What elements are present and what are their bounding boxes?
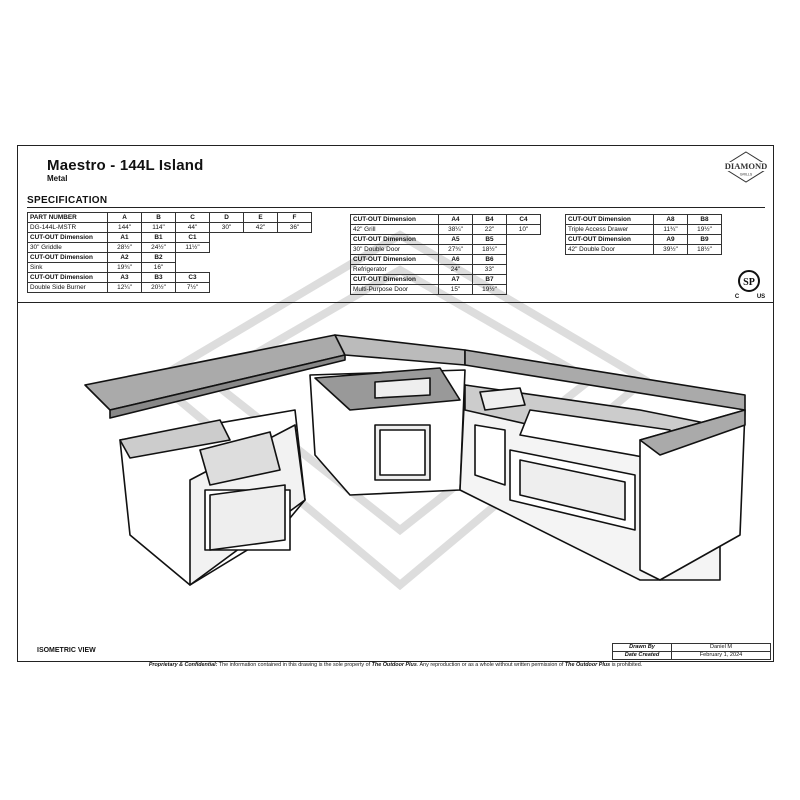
table-cell: C xyxy=(176,213,210,223)
table-cell: 7½" xyxy=(176,283,210,293)
cert-mark-text: SP xyxy=(743,277,755,288)
table-cell: A2 xyxy=(108,253,142,263)
date-created-label: Date Created xyxy=(613,652,672,660)
table-row xyxy=(351,225,541,235)
table-cell: B6 xyxy=(473,255,507,265)
table-cell: A4 xyxy=(439,215,473,225)
table-cell: F xyxy=(278,213,312,223)
table-row xyxy=(28,273,312,283)
table-cell: A5 xyxy=(439,235,473,245)
table-cell: 11½" xyxy=(176,243,210,253)
table-cell: 114" xyxy=(142,223,176,233)
table-cell: A8 xyxy=(654,215,688,225)
confidentiality-footer xyxy=(17,662,774,668)
table-cell: 15" xyxy=(439,285,473,295)
table-cell: CUT-OUT Dimension xyxy=(351,215,439,225)
table-row xyxy=(28,213,312,223)
table-row xyxy=(351,215,541,225)
spec-table-3 xyxy=(565,214,722,255)
drawing-subtitle: Metal xyxy=(47,174,68,183)
table-cell: CUT-OUT Dimension xyxy=(566,235,654,245)
table-cell: 42" Grill xyxy=(351,225,439,235)
footer-text-3: is prohibited. xyxy=(610,662,643,668)
table-cell: 144" xyxy=(108,223,142,233)
table-cell: CUT-OUT Dimension xyxy=(28,253,108,263)
table-cell: CUT-OUT Dimension xyxy=(351,275,439,285)
spec-table-2 xyxy=(350,214,541,295)
table-cell: C1 xyxy=(176,233,210,243)
table-cell: 24" xyxy=(439,265,473,275)
drawing-title: Maestro - 144L Island xyxy=(47,157,204,174)
table-row xyxy=(566,245,722,255)
specification-heading: SPECIFICATION xyxy=(27,195,108,206)
table-cell: 18½" xyxy=(688,245,722,255)
table-cell: CUT-OUT Dimension xyxy=(351,255,439,265)
table-cell: C3 xyxy=(176,273,210,283)
table-cell: 10" xyxy=(507,225,541,235)
cert-left-text: C xyxy=(734,294,740,300)
table-row xyxy=(28,223,312,233)
table-row xyxy=(28,243,312,253)
table-cell: 38¼" xyxy=(439,225,473,235)
title-block xyxy=(612,643,771,660)
island-isometric-drawing xyxy=(80,330,770,590)
table-cell: 30" xyxy=(210,223,244,233)
table-row xyxy=(351,235,541,245)
certification-mark-icon xyxy=(731,268,767,300)
table-cell: B8 xyxy=(688,215,722,225)
table-row xyxy=(566,225,722,235)
table-cell: PART NUMBER xyxy=(28,213,108,223)
table-row xyxy=(28,263,312,273)
isometric-view-label: ISOMETRIC VIEW xyxy=(37,647,96,654)
table-row xyxy=(351,275,541,285)
table-row xyxy=(28,283,312,293)
table-cell: B4 xyxy=(473,215,507,225)
date-created-value: February 1, 2024 xyxy=(672,652,771,660)
table-cell: B3 xyxy=(142,273,176,283)
table-cell: 39½" xyxy=(654,245,688,255)
cert-right-text: US xyxy=(756,294,766,300)
drawn-by-label: Drawn By xyxy=(613,644,672,652)
table-cell: 16" xyxy=(142,263,176,273)
table-cell: CUT-OUT Dimension xyxy=(566,215,654,225)
table-row xyxy=(351,255,541,265)
table-cell: A7 xyxy=(439,275,473,285)
table-cell: B9 xyxy=(688,235,722,245)
table-cell: 30" Double Door xyxy=(351,245,439,255)
table-cell: B7 xyxy=(473,275,507,285)
diamond-grills-logo xyxy=(718,150,774,184)
footer-company-2: The Outdoor Plus xyxy=(564,662,611,668)
table-cell: Sink xyxy=(28,263,108,273)
table-cell: B xyxy=(142,213,176,223)
table-cell: Triple Access Drawer xyxy=(566,225,654,235)
table-cell: E xyxy=(244,213,278,223)
table-cell: CUT-OUT Dimension xyxy=(28,233,108,243)
table-cell: 27¾" xyxy=(439,245,473,255)
table-cell: 42" xyxy=(244,223,278,233)
table-row xyxy=(566,215,722,225)
logo-text-bottom: GRILLS xyxy=(739,172,753,177)
table-cell: 19½" xyxy=(473,285,507,295)
table-cell: 28½" xyxy=(108,243,142,253)
logo-text-top: DIAMOND xyxy=(724,161,768,171)
table-row xyxy=(351,265,541,275)
table-cell: A xyxy=(108,213,142,223)
table-row xyxy=(351,245,541,255)
footer-company: The Outdoor Plus xyxy=(371,662,417,668)
table-cell: 11¾" xyxy=(654,225,688,235)
table-cell: A9 xyxy=(654,235,688,245)
table-cell: Multi-Purpose Door xyxy=(351,285,439,295)
table-cell: B2 xyxy=(142,253,176,263)
footer-text-1: The information contained in this drawing is the sole property of xyxy=(217,662,372,668)
table-cell: Refrigerator xyxy=(351,265,439,275)
table-cell: 42" Double Door xyxy=(566,245,654,255)
footer-text-2: . Any reproduction or as a whole without written permission of xyxy=(416,662,565,668)
table-cell: D xyxy=(210,213,244,223)
table-cell: DG-144L-MSTR xyxy=(28,223,108,233)
table-cell: 18½" xyxy=(473,245,507,255)
table-cell: A1 xyxy=(108,233,142,243)
table-row xyxy=(351,285,541,295)
table-cell: 19½" xyxy=(688,225,722,235)
drawn-by-value: Daniel M xyxy=(672,644,771,652)
header-divider xyxy=(17,302,774,303)
table-cell: 30" Griddle xyxy=(28,243,108,253)
table-cell: C4 xyxy=(507,215,541,225)
table-row xyxy=(613,652,771,660)
table-cell: 12¼" xyxy=(108,283,142,293)
table-cell: 33" xyxy=(473,265,507,275)
table-cell: Double Side Burner xyxy=(28,283,108,293)
footer-lead: Proprietary & Confidential: xyxy=(148,662,218,668)
table-cell: 24½" xyxy=(142,243,176,253)
spec-table-1 xyxy=(27,212,312,293)
table-cell: A6 xyxy=(439,255,473,265)
table-cell: B5 xyxy=(473,235,507,245)
table-cell: 19¾" xyxy=(108,263,142,273)
table-cell: A3 xyxy=(108,273,142,283)
spec-divider xyxy=(27,207,765,208)
table-cell: 20½" xyxy=(142,283,176,293)
table-row xyxy=(613,644,771,652)
table-cell: CUT-OUT Dimension xyxy=(351,235,439,245)
table-cell: CUT-OUT Dimension xyxy=(28,273,108,283)
table-cell: 44" xyxy=(176,223,210,233)
table-row xyxy=(28,253,312,263)
table-cell: 22" xyxy=(473,225,507,235)
table-row xyxy=(28,233,312,243)
table-row xyxy=(566,235,722,245)
table-cell: 36" xyxy=(278,223,312,233)
table-cell: B1 xyxy=(142,233,176,243)
